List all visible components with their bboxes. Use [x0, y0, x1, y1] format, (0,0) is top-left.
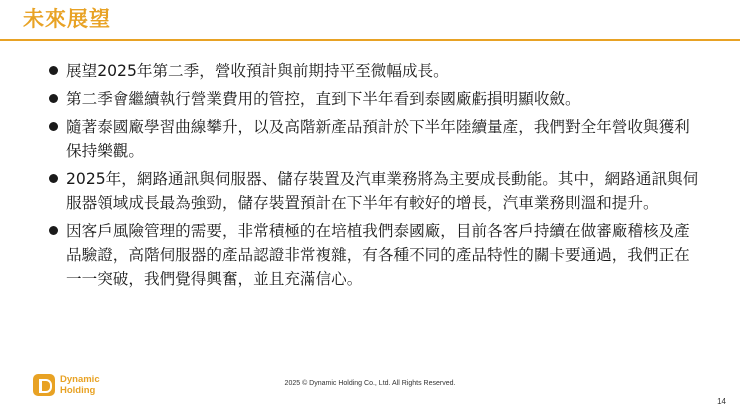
- bullet-item: [49, 219, 705, 291]
- footer-copyright: 2025 © Dynamic Holding Co., Ltd. All Rights Reserved.: [284, 380, 456, 387]
- bullet-item: [49, 59, 705, 83]
- bullet-text: 展望2025年第二季，營收預計與前期持平至微幅成長。: [66, 62, 449, 80]
- bullet-text: 第二季會繼續執行營業費用的管控，直到下半年看到泰國廠虧損明顯收斂。: [66, 90, 581, 108]
- logo-text-line2: Holding: [60, 385, 96, 396]
- bullet-dot-icon: [49, 66, 58, 75]
- bullet-text: 因客戶風險管理的需要，非常積極的在培植我們泰國廠，目前各客戶持續在做審廠稽核及產品驗證，高階伺服器的產品認證非常複雜，有各種不同的產品特性的關卡要通過，我們正在一一突破，我們覺得興奮，並且充滿信心。: [66, 222, 690, 288]
- bullet-item: [49, 167, 705, 215]
- bullet-dot-icon: [49, 174, 58, 183]
- bullet-item: [49, 87, 705, 111]
- slide-title: 未來展望: [23, 7, 111, 31]
- bullet-text: 2025年，網路通訊與伺服器、儲存裝置及汽車業務將為主要成長動能。其中，網路通訊與伺服器領域成長最為強勁，儲存裝置預計在下半年有較好的增長，汽車業務則溫和提升。: [66, 170, 699, 212]
- logo-text-line1: Dynamic: [60, 374, 100, 385]
- page-number: 14: [717, 397, 726, 406]
- title-divider: [0, 39, 740, 41]
- bullet-item: [49, 115, 705, 163]
- bullet-dot-icon: [49, 226, 58, 235]
- bullet-text: 隨著泰國廠學習曲線攀升，以及高階新產品預計於下半年陸續量產，我們對全年營收與獲利保持樂觀。: [66, 118, 690, 160]
- bullet-list: [49, 59, 705, 295]
- bullet-dot-icon: [49, 94, 58, 103]
- bullet-dot-icon: [49, 122, 58, 131]
